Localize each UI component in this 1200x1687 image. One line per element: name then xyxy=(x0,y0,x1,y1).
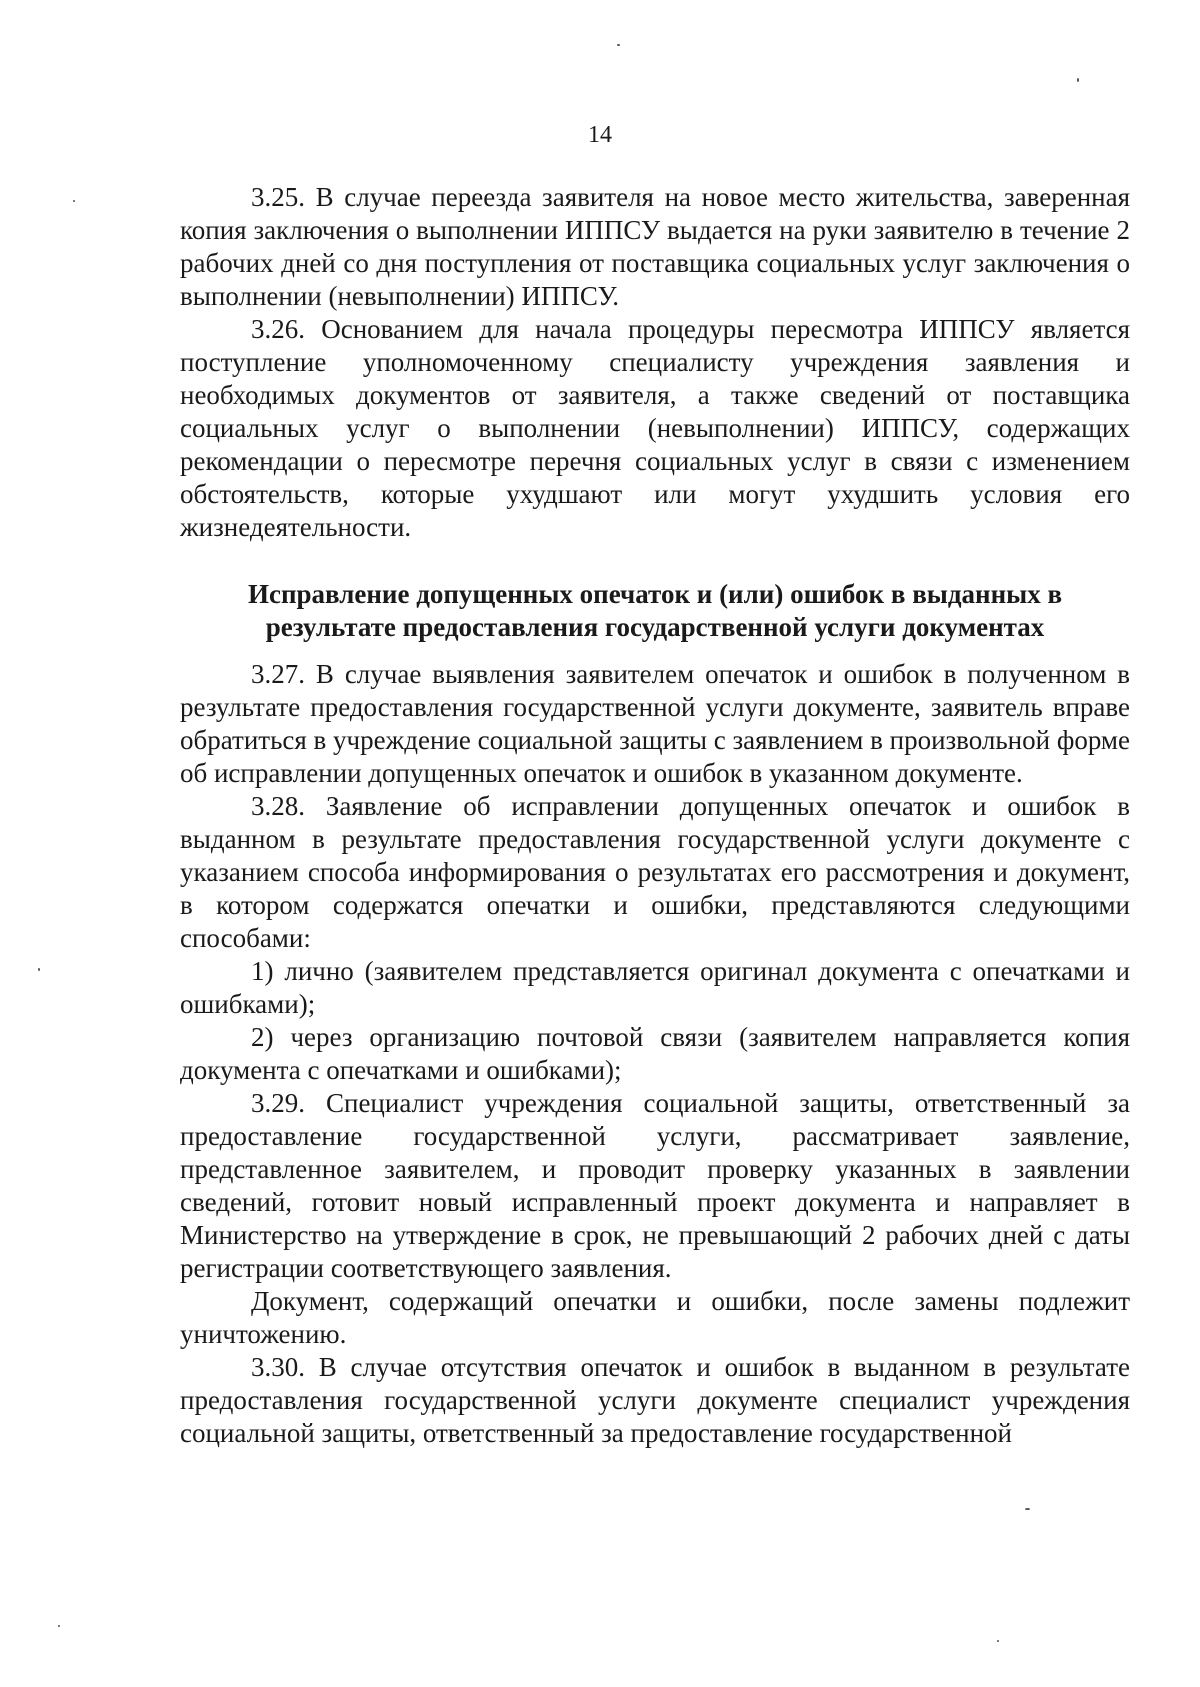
list-item-2: 2) через организацию почтовой связи (заявителем направляется копия документа с опечатками и ошибками); xyxy=(180,1022,1130,1085)
paragraph-3-27: 3.27. В случае выявления заявителем опечаток и ошибок в полученном в результате предоставления государственной услуги документе, заявитель вправе обратиться в учреждение социальной защиты с заявлением в произвольной форме об исправлении допущенных опечаток и ошибок в указанном документе. xyxy=(180,659,1130,788)
document-body xyxy=(180,181,1130,1450)
scan-speck xyxy=(997,1640,999,1642)
paragraph-3-25: 3.25. В случае переезда заявителя на новое место жительства, заверенная копия заключения о выполнении ИППСУ выдается на руки заявителю в течение 2 рабочих дней со дня поступления от поставщика социальных услуг заключения о выполнении (невыполнении) ИППСУ. xyxy=(180,182,1130,311)
paragraph-3-28: 3.28. Заявление об исправлении допущенных опечаток и ошибок в выданном в результате предоставления государственной услуги документе с указанием способа информирования о результатах его рассмотрения и документ, в котором содержатся опечатки и ошибки, представляются следующими способами: xyxy=(180,791,1130,953)
scan-speck xyxy=(1077,78,1079,82)
scan-speck xyxy=(38,968,40,971)
scan-speck xyxy=(1025,1508,1030,1510)
scan-speck xyxy=(617,44,620,46)
paragraph-3-26: 3.26. Основанием для начала процедуры пересмотра ИППСУ является поступление уполномоченному специалисту учреждения заявления и необходимых документов от заявителя, а также сведений от поставщика социальных услуг о выполнении (невыполнении) ИППСУ, содержащих рекомендации о пересмотре перечня социальных услуг в связи с изменением обстоятельств, которые ухудшают или могут ухудшить условия его жизнедеятельности. xyxy=(180,314,1130,542)
list-item-1: 1) лично (заявителем представляется оригинал документа с опечатками и ошибками); xyxy=(180,956,1130,1019)
paragraph-3-30: 3.30. В случае отсутствия опечаток и ошибок в выданном в результате предоставления государственной услуги документе специалист учреждения социальной защиты, ответственный за предоставление государственной xyxy=(180,1352,1130,1448)
paragraph-document-destruction: Документ, содержащий опечатки и ошибки, после замены подлежит уничтожению. xyxy=(180,1286,1130,1349)
paragraph-3-29: 3.29. Специалист учреждения социальной защиты, ответственный за предоставление государственной услуги, рассматривает заявление, представленное заявителем, и проводит проверку указанных в заявлении сведений, готовит новый исправленный проект документа и направляет в Министерство на утверждение в срок, не превышающий 2 рабочих дней с даты регистрации соответствующего заявления. xyxy=(180,1088,1130,1283)
scan-speck xyxy=(73,200,75,202)
section-heading: Исправление допущенных опечаток и (или) ошибок в выданных в результате предоставления государственной услуги документах xyxy=(247,579,1063,642)
page-number: 14 xyxy=(588,122,612,148)
scan-speck xyxy=(58,1625,60,1627)
